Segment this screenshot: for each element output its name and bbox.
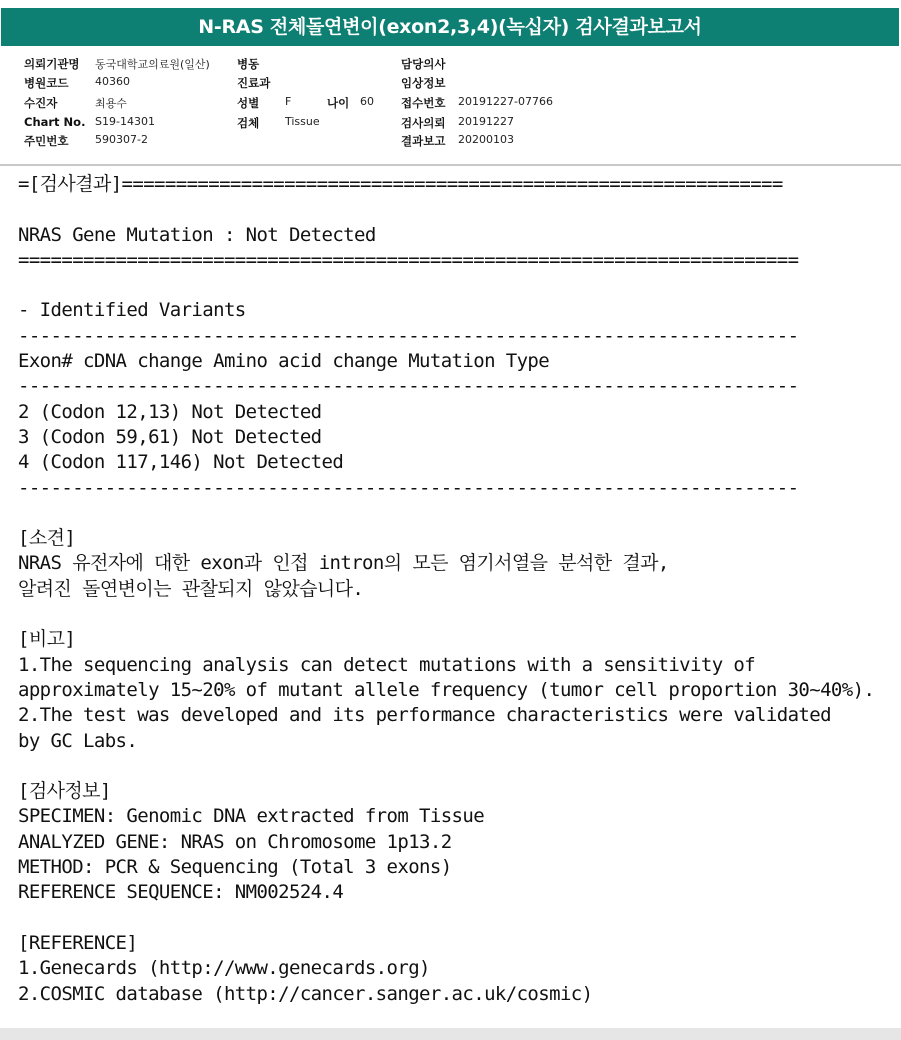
info-value: Tissue — [285, 115, 320, 128]
info-row — [0, 133, 901, 152]
report-line: ------------------------------------------------------------------------ — [18, 476, 799, 499]
report-line: 4 (Codon 117,146) Not Detected — [18, 451, 344, 474]
report-title: N-RAS 전체돌연변이(exon2,3,4)(녹십자) 검사결과보고서 — [1, 8, 899, 46]
report-line: =[검사결과]============================================================= — [18, 173, 783, 195]
report-line: 2.The test was developed and its performance characteristics were validated — [18, 704, 831, 727]
report-line: NRAS Gene Mutation : Not Detected — [18, 223, 376, 246]
report-line: 2.COSMIC database (http://cancer.sanger.ac.uk/cosmic) — [18, 982, 593, 1005]
info-label: 병원코드 — [24, 76, 69, 90]
info-label: 의뢰기관명 — [24, 57, 80, 71]
info-label: 진료과 — [237, 76, 271, 90]
report-line: 2 (Codon 12,13) Not Detected — [18, 400, 322, 423]
report-line: ------------------------------------------------------------------------ — [18, 375, 799, 398]
info-label: 결과보고 — [401, 134, 446, 148]
info-value: 최용수 — [95, 97, 127, 110]
bottom-edge — [0, 1028, 901, 1040]
info-label: Chart No. — [24, 115, 86, 129]
report-line: approximately 15~20% of mutant allele frequency (tumor cell proportion 30~40%). — [18, 678, 875, 701]
info-row — [0, 56, 901, 75]
info-value: 60 — [360, 95, 374, 108]
report-line: Exon# cDNA change Amino acid change Mutation Type — [18, 350, 550, 373]
report-line: - Identified Variants — [18, 299, 246, 322]
info-value: 40360 — [95, 75, 130, 88]
info-label: 검사의뢰 — [401, 116, 446, 130]
report-line: 1.The sequencing analysis can detect mutations with a sensitivity of — [18, 653, 756, 676]
report-line: REFERENCE SEQUENCE: NM002524.4 — [18, 881, 344, 904]
report-line: 알려진 돌연변이는 관찰되지 않았습니다. — [18, 577, 364, 600]
info-value: 590307-2 — [95, 133, 148, 146]
report-line: NRAS 유전자에 대한 exon과 인접 intron의 모든 염기서열을 분석한 결과, — [18, 552, 669, 575]
info-value: S19-14301 — [95, 115, 155, 128]
report-line — [18, 501, 898, 526]
report-line: METHOD: PCR & Sequencing (Total 3 exons) — [18, 856, 452, 879]
report-line: [소견] — [18, 527, 76, 550]
report-line: [REFERENCE] — [18, 931, 138, 954]
report-line — [18, 906, 898, 931]
report-line: 1.Genecards (http://www.genecards.org) — [18, 957, 430, 980]
report-line: [비고] — [18, 628, 76, 651]
info-label: 병동 — [237, 57, 260, 71]
report-line: [검사정보] — [18, 780, 111, 803]
info-value: 20191227-07766 — [458, 95, 553, 108]
report-line — [18, 197, 898, 222]
report-line: ANALYZED GENE: NRAS on Chromosome 1p13.2 — [18, 830, 452, 853]
report-line — [18, 602, 898, 627]
report-line — [18, 754, 898, 779]
report-line: ------------------------------------------------------------------------ — [18, 324, 799, 347]
info-value — [285, 75, 289, 88]
info-row — [0, 75, 901, 94]
info-label: 임상정보 — [401, 76, 446, 90]
info-value: 동국대학교의료원(일산) — [95, 58, 210, 71]
report-line — [18, 273, 898, 298]
info-value — [458, 56, 462, 69]
info-label: 접수번호 — [401, 96, 446, 110]
info-label: 나이 — [327, 96, 350, 110]
patient-info-panel — [0, 50, 901, 163]
report-line: ======================================================================== — [18, 248, 799, 271]
report-line: by GC Labs. — [18, 729, 138, 752]
report-body — [18, 172, 898, 1007]
info-label: 주민번호 — [24, 134, 69, 148]
info-value: 20191227 — [458, 115, 514, 128]
info-value: 20200103 — [458, 133, 514, 146]
info-value — [285, 56, 289, 69]
info-row — [0, 95, 901, 114]
info-row — [0, 115, 901, 134]
header-divider — [0, 164, 901, 166]
info-label: 성별 — [237, 96, 260, 110]
report-line: 3 (Codon 59,61) Not Detected — [18, 425, 322, 448]
info-label: 수진자 — [24, 96, 58, 110]
info-label: 검체 — [237, 116, 260, 130]
report-line: SPECIMEN: Genomic DNA extracted from Tissue — [18, 805, 485, 828]
info-label: 담당의사 — [401, 57, 446, 71]
info-value — [458, 75, 462, 88]
info-value: F — [285, 95, 292, 108]
